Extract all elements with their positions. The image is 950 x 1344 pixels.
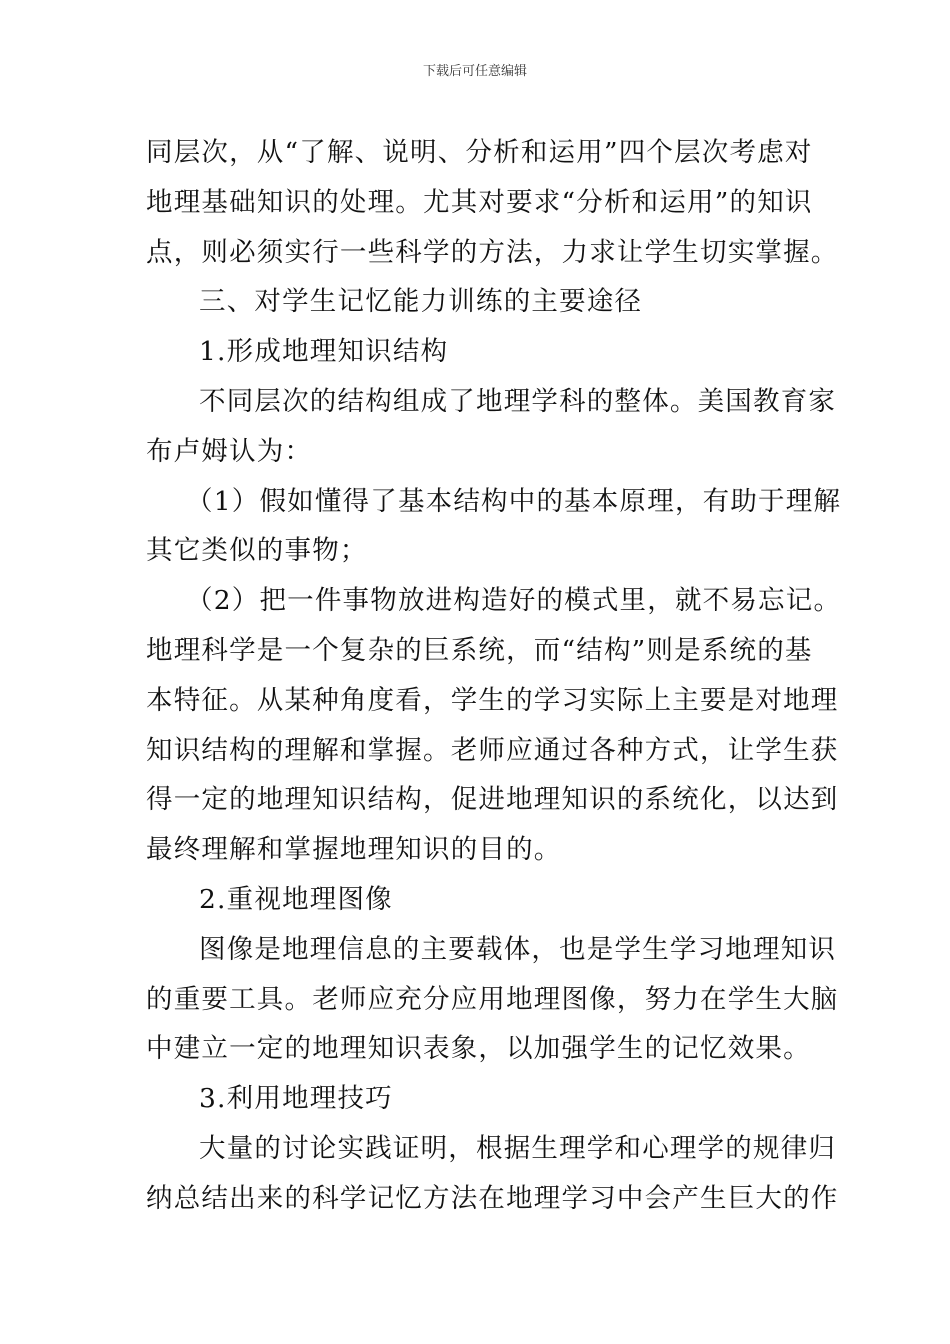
subsection-heading: 2.重视地理图像 <box>199 883 393 915</box>
subsection-heading: 1.形成地理知识结构 <box>199 336 449 368</box>
body-line: 地理基础知识的处理。尤其对要求“分析和运用”的知识 <box>146 186 813 218</box>
body-line: 中建立一定的地理知识表象，以加强学生的记忆效果。 <box>146 1033 811 1065</box>
body-line: 其它类似的事物； <box>146 535 368 567</box>
body-line: 的重要工具。老师应充分应用地理图像，努力在学生大脑 <box>146 983 839 1015</box>
body-line: 点，则必须实行一些科学的方法，力求让学生切实掌握。 <box>146 236 839 268</box>
document-body <box>146 128 842 1224</box>
body-line: 得一定的地理知识结构，促进地理知识的系统化，以达到 <box>146 784 839 816</box>
list-item: （1）假如懂得了基本结构中的基本原理，有助于理解 <box>186 485 842 517</box>
subsection-heading: 3.利用地理技巧 <box>199 1083 393 1115</box>
body-line: 最终理解和掌握地理知识的目的。 <box>146 834 562 866</box>
body-line: 本特征。从某种角度看，学生的学习实际上主要是对地理 <box>146 684 839 716</box>
body-line: 布卢姆认为： <box>146 435 313 467</box>
body-line: 图像是地理信息的主要载体，也是学生学习地理知识 <box>199 933 837 965</box>
body-line: 纳总结出来的科学记忆方法在地理学习中会产生巨大的作 <box>146 1182 839 1214</box>
body-line: 不同层次的结构组成了地理学科的整体。美国教育家 <box>199 385 837 417</box>
section-heading: 三、对学生记忆能力训练的主要途径 <box>199 286 643 318</box>
list-item: （2）把一件事物放进构造好的模式里，就不易忘记。 <box>186 585 842 617</box>
body-line: 知识结构的理解和掌握。老师应通过各种方式，让学生获 <box>146 734 839 766</box>
body-line: 地理科学是一个复杂的巨系统，而“结构”则是系统的基 <box>146 634 813 666</box>
body-line: 大量的讨论实践证明，根据生理学和心理学的规律归 <box>199 1132 837 1164</box>
page-header-note: 下载后可任意编辑 <box>422 64 527 79</box>
body-line: 同层次，从“了解、说明、分析和运用”四个层次考虑对 <box>146 137 813 168</box>
